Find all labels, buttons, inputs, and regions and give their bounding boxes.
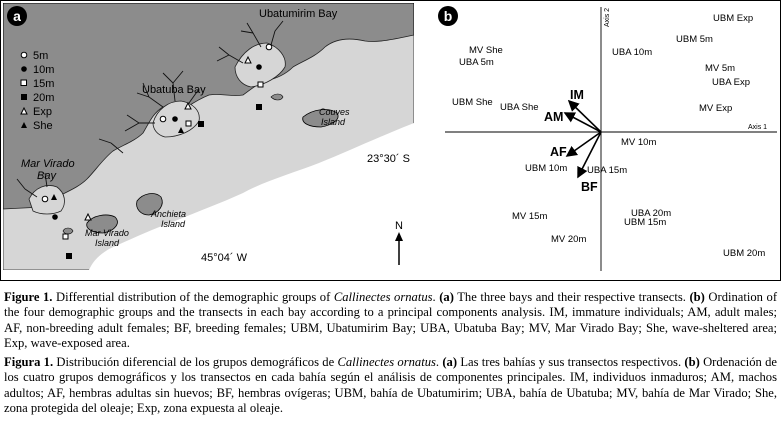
pca-panel [417, 3, 779, 278]
caption-en-text: The three bays and their respective transects. [453, 290, 690, 304]
vector-af-arrow [567, 132, 601, 156]
map-panel [3, 3, 414, 270]
point-label: MV Exp [699, 103, 733, 114]
label-mar-virado-island-2: Island [95, 238, 120, 248]
panel-a-badge: a [7, 6, 27, 26]
legend-10m-label: 10m [33, 64, 55, 76]
marker-5m-icon [266, 44, 272, 50]
vector-label-bf: BF [581, 180, 598, 194]
point-label: UBM Exp [713, 13, 754, 24]
label-ubatumirim-bay: Ubatumirim Bay [259, 8, 338, 20]
caption-es-panel-a: (a) [442, 355, 458, 369]
marker-5m-icon [160, 116, 166, 122]
marker-15m-icon [63, 234, 68, 239]
caption-en-panel-a: (a) [439, 290, 454, 304]
legend-5m-label: 5m [33, 50, 49, 62]
caption-english [4, 290, 777, 351]
legend-15m-label: 15m [33, 78, 55, 90]
label-mar-virado-bay-2: Bay [37, 170, 56, 182]
axis-1-label: Axis 1 [748, 124, 768, 131]
marker-15m-icon [258, 82, 263, 87]
vector-label-af: AF [550, 145, 567, 159]
label-ubatuba-bay: Ubatuba Bay [142, 84, 206, 96]
small-island [63, 228, 73, 234]
label-mar-virado-bay-1: Mar Virado [21, 158, 75, 170]
axis-2-label: Axis 2 [604, 7, 611, 27]
marker-10m-icon [172, 116, 178, 122]
legend-20m-label: 20m [33, 92, 55, 104]
caption-spanish [4, 355, 777, 416]
legend-exp-label: Exp [33, 106, 52, 118]
point-label: UBM 20m [723, 248, 766, 259]
point-label: UBA She [500, 102, 539, 113]
point-label: MV 10m [621, 137, 657, 148]
caption-es-figure-number: Figura 1. [4, 355, 54, 369]
point-label: UBA Exp [712, 77, 751, 88]
caption-es-text: Ordenación de los cuatro grupos demográficos y los transectos en cada bahía según el análisis de componentes principales. IM, individuos inmaduros; AM, machos adultos; AF, hembras adultas sin huevos; BF, hembras ovígeras; UBM, bahía de Ubatumirim; UBA, bahía de Ubatuba; MV, bahía de Mar Virado; She, zona protegida del oleaje; Exp, zona expuesta al oleaje. [4, 355, 777, 415]
caption-en-species: Callinectes ornatus [333, 290, 433, 304]
point-label: UBA 10m [612, 47, 653, 58]
marker-10m-icon [256, 64, 262, 70]
panel-b-badge: b [438, 6, 458, 26]
map-svg [3, 3, 414, 270]
caption-es-text: Distribución diferencial de los grupos demográficos de [53, 355, 338, 369]
point-label: UBM She [452, 97, 493, 108]
point-label: MV She [469, 45, 503, 56]
vector-label-am: AM [544, 110, 564, 124]
caption-es-species: Callinectes ornatus [337, 355, 436, 369]
label-anchieta-island-2: Island [161, 219, 186, 229]
marker-5m-icon [42, 196, 48, 202]
sample-labels [452, 13, 768, 259]
caption-en-text: Ordination of the four demographic groups and the transects in each bay according to a principal components analysis. IM, immature individuals; AM, adult males; AF, non-breeding adult females; BF, breeding females; UBM, Ubatumirim Bay; UBA, Ubatuba Bay; MV, Mar Virado Bay; She, wave-sheltered area; Exp, wave-exposed area. [4, 290, 778, 350]
north-label: N [395, 220, 403, 232]
legend-15m-icon [21, 80, 27, 86]
point-label: MV 5m [705, 63, 736, 74]
point-label: MV 15m [512, 211, 548, 222]
vector-im-arrow [569, 101, 601, 132]
label-couves-island-1: Couves [319, 107, 350, 117]
point-label: UBA 15m [587, 165, 628, 176]
legend-5m-icon [21, 52, 27, 58]
caption-en-text: Differential distribution of the demographic groups of [52, 290, 334, 304]
point-label: UBM 10m [525, 163, 568, 174]
caption-es-text: Las tres bahías y sus transectos respectivos. [457, 355, 685, 369]
vector-label-im: IM [570, 88, 584, 102]
marker-10m-icon [52, 214, 58, 220]
point-label: UBA 5m [459, 57, 494, 68]
point-label: MV 20m [551, 234, 587, 245]
pca-biplot [417, 3, 779, 278]
legend-20m-icon [21, 94, 27, 100]
caption-en-text: . [432, 290, 440, 304]
caption-en-panel-b: (b) [689, 290, 705, 304]
label-couves-island-2: Island [321, 117, 346, 127]
marker-20m-icon [66, 253, 72, 259]
point-label: UBA 20m [631, 208, 672, 219]
marker-15m-icon [186, 121, 191, 126]
caption-en-figure-number: Figure 1. [4, 290, 53, 304]
caption-es-panel-b: (b) [684, 355, 700, 369]
point-label: UBM 5m [676, 34, 713, 45]
label-mar-virado-island-1: Mar Virado [85, 228, 129, 238]
legend-she-label: She [33, 120, 53, 132]
latitude-label: 23°30´ S [367, 153, 410, 165]
caption-es-text: . [435, 355, 443, 369]
longitude-label: 45°04´ W [201, 252, 247, 264]
marker-20m-icon [256, 104, 262, 110]
legend-10m-icon [21, 66, 27, 72]
vector-am-arrow [565, 113, 601, 132]
marker-20m-icon [198, 121, 204, 127]
label-anchieta-island-1: Anchieta [151, 209, 187, 219]
point-label: UBM 15m [624, 217, 667, 228]
